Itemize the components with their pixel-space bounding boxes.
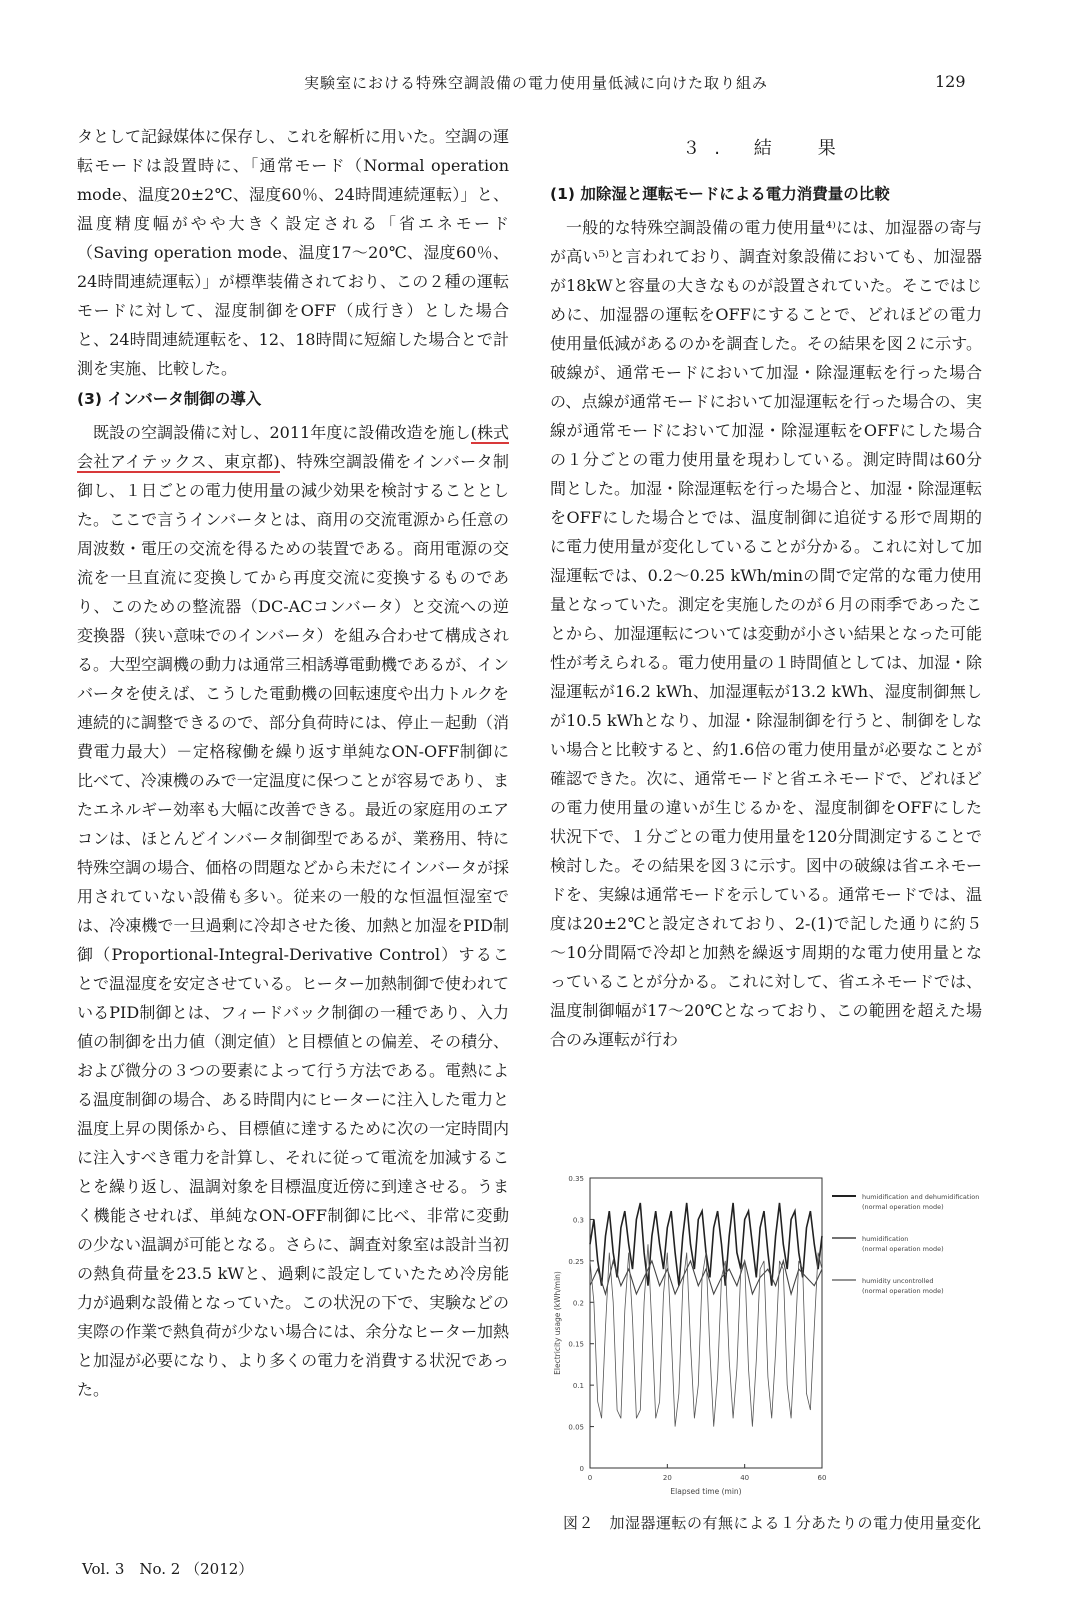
x-tick-label: 0	[587, 1474, 593, 1482]
legend-label-line: (normal operation mode)	[862, 1245, 944, 1253]
y-tick-label: 0.35	[568, 1175, 584, 1183]
legend-label-1	[862, 1193, 979, 1211]
series-line-3	[590, 1244, 822, 1426]
y-tick-label: 0.3	[572, 1216, 584, 1225]
left-paragraph-1: タとして記録媒体に保存し、これを解析に用いた。空調の運転モードは設置時に、「通常モード（Normal operation mode、温度20±2℃、湿度60％、24時間連続運転）」と、温度精度幅がやや大きく設定される「省エネモード（Saving operation mode、温度17～20℃、湿度60％、24時間連続運転）」が標準装備されており、この２種の運転モードに対して、湿度制御をOFF（成行き）とした場合と、24時間連続運転を、12、18時間に短縮した場合とで計測を実施、比較した。	[77, 127, 510, 378]
right-paragraph-1: 一般的な特殊空調設備の電力使用量⁴⁾には、加湿器の寄与が高い⁵⁾と言われており、調査対象設備においても、加湿器が18kWと容量の大きなものが設置されていた。そこではじめに、加湿器の運転をOFFにすることで、どれほどの電力使用量低減があるのかを調査した。その結果を図２に示す。破線が、通常モードにおいて加湿・除湿運転を行った場合の、点線が通常モードにおいて加湿運転を行った場合の、実線が通常モードにおいて加湿・除湿運転をOFFにした場合の１分ごとの電力使用量を現わしている。測定時間は60分間とした。加湿・除湿運転を行った場合と、加湿・除湿運転をOFFにした場合とでは、温度制御に追従する形で周期的に電力使用量が変化していることが分かる。これに対して加湿運転では、0.2～0.25 kWh/minの間で定常的な電力使用量となっていた。測定を実施したのが６月の雨季であったことから、加湿運転については変動が小さい結果となった可能性が考えられる。電力使用量の１時間値としては、加湿・除湿運転が16.2 kWh、加湿運転が13.2 kWh、湿度制御無しが10.5 kWhとなり、加湿・除湿制御を行うと、制御をしない場合と比較すると、約1.6倍の電力使用量が必要なことが確認できた。次に、通常モードと省エネモードで、どれほどの電力使用量の違いが生じるかを、湿度制御をOFFにした状況下で、１分ごとの電力使用量を120分間測定することで検討した。その結果を図３に示す。図中の破線は省エネモードを、実線は通常モードを示している。通常モードでは、温度は20±2℃と設定されており、2-(1)で記した通りに約５～10分間隔で冷却と加熱を繰返す周期的な電力使用量となっていることが分かる。これに対して、省エネモードでは、温度制御幅が17～20℃となっており、この範囲を超えた場合のみ運転が行わ	[550, 218, 983, 1049]
y-tick-label: 0.05	[568, 1423, 584, 1432]
legend-label-2	[862, 1235, 944, 1253]
y-axis-label: Electricity usage (kWh/min)	[553, 1271, 562, 1375]
figure-2	[550, 1168, 982, 1506]
chart-svg	[550, 1168, 982, 1506]
legend-label-line: humidification and dehumidification	[862, 1193, 980, 1201]
right-column	[550, 122, 982, 1054]
left-paragraph-2-rest: 、特殊空調設備をインバータ制御し、１日ごとの電力使用量の減少効果を検討することとした。ここで言うインバータとは、商用の交流電源から任意の周波数・電圧の交流を得るための装置である。商用電源の交流を一旦直流に変換してから再度交流に変換するものであり、このための整流器（DC-ACコンバータ）と交流への逆変換器（狭い意味でのインバータ）を組み合わせて構成される。大型空調機の動力は通常三相誘導電動機であるが、インバータを使えば、こうした電動機の回転速度や出力トルクを連続的に調整できるので、部分負荷時には、停止－起動（消費電力最大）－定格稼働を繰り返す単純なON-OFF制御に比べて、冷凍機のみで一定温度に保つことが容易であり、またエネルギー効率も大幅に改善できる。最近の家庭用のエアコンは、ほとんどインバータ制御型であるが、業務用、特に特殊空調の場合、価格の問題などから未だにインバータが採用されていない設備も多い。従来の一般的な恒温恒湿室では、冷凍機で一旦過剰に冷却させた後、加熱と加湿をPID制御（Proportional-Integral-Derivative Control）することで温湿度を安定させている。ヒーター加熱制御で使われているPID制御とは、フィードバック制御の一種であり、入力値の制御を出力値（測定値）と目標値との偏差、その積分、および微分の３つの要素によって行う方法である。電熱による温度制御の場合、ある時間内にヒーターに注入した電力と温度上昇の関係から、目標値に達するために次の一定時間内に注入すべき電力を計算し、それに従って電流を加減することを繰り返し、温調対象を目標温度近傍に到達させる。うまく機能させれば、単純なON-OFF制御に比べ、非常に変動の少ない温調が可能となる。さらに、調査対象室は設計当初の熱負荷量を23.5 kWと、過剰に設定していたため冷房能力が過剰な設備となっていた。この状況の下で、実験などの実際の作業で熱負荷が少ない場合には、余分なヒーター加熱と加湿が必要になり、より多くの電力を消費する状況であった。	[77, 452, 510, 1399]
underlined-company: (株式会社アイテックス、東京都)	[77, 423, 509, 471]
y-tick-label: 0	[579, 1465, 584, 1473]
plot-frame	[590, 1178, 822, 1468]
legend-label-line: humidity uncontrolled	[862, 1277, 934, 1285]
legend-label-3	[862, 1277, 944, 1295]
left-column	[77, 122, 509, 1404]
legend-label-line: (normal operation mode)	[862, 1287, 944, 1295]
figure-caption: 図２ 加湿器運転の有無による１分あたりの電力使用量変化	[563, 1514, 982, 1532]
y-tick-label: 0.15	[568, 1340, 584, 1349]
running-head: 実験室における特殊空調設備の電力使用量低減に向けた取り組み	[303, 74, 768, 92]
chart-legend	[832, 1193, 979, 1295]
x-axis-label: Elapsed time (min)	[670, 1487, 742, 1496]
page-number: 129	[935, 72, 966, 91]
y-tick-label: 0.1	[572, 1382, 584, 1391]
y-tick-label: 0.25	[568, 1257, 584, 1266]
heading-3-inverter: (3) インバータ制御の導入	[77, 390, 262, 408]
x-tick-label: 40	[740, 1474, 750, 1482]
heading-1-comparison: (1) 加除湿と運転モードによる電力消費量の比較	[550, 185, 890, 203]
legend-label-line: (normal operation mode)	[862, 1203, 944, 1211]
section-title-results: ３. 結 果	[682, 138, 850, 159]
series-line-1	[590, 1203, 822, 1286]
left-paragraph-2	[77, 418, 509, 1404]
chart-series	[590, 1203, 822, 1427]
legend-label-line: humidification	[862, 1235, 909, 1243]
footer-volume: Vol. 3 No. 2 （2012）	[82, 1560, 254, 1578]
left-paragraph-2-start: 既設の空調設備に対し、2011年度に設備改造を施し	[93, 423, 471, 442]
x-tick-label: 20	[662, 1474, 672, 1482]
y-tick-label: 0.2	[572, 1299, 584, 1308]
x-tick-label: 60	[817, 1474, 827, 1482]
